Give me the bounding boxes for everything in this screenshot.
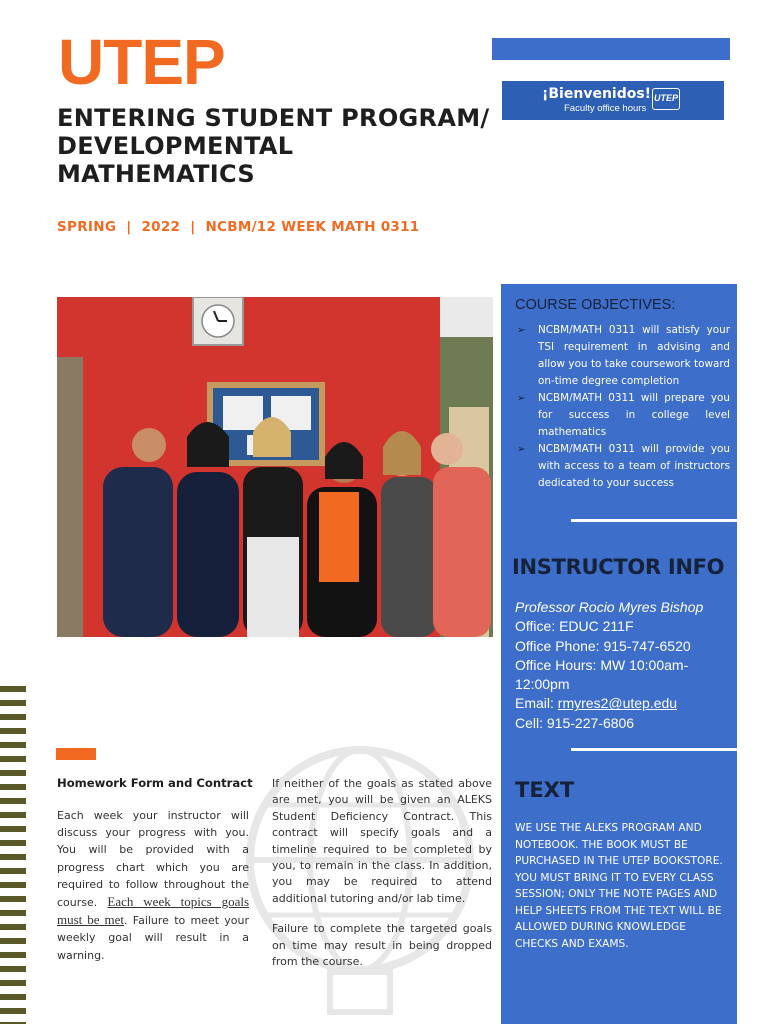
term-subtitle: SPRING | 2022 | NCBM/12 WEEK MATH 0311 xyxy=(57,219,420,235)
arrow-bullet-icon: ➢ xyxy=(517,325,526,336)
page-title: ENTERING STUDENT PROGRAM/ DEVELOPMENTAL MATHEMATICS xyxy=(57,104,490,188)
contract-column xyxy=(272,776,492,970)
contract-paragraph: Failure to complete the targeted goals on time may result in being dropped from the course. xyxy=(272,922,492,969)
email-link[interactable]: rmyres2@utep.edu xyxy=(557,695,678,712)
instructor-cell: Cell: 915-227-6806 xyxy=(515,714,635,731)
welcome-banner-title: ¡Bienvenidos! xyxy=(542,86,652,102)
instructor-phone: Office Phone: 915-747-6520 xyxy=(515,637,691,654)
instructor-email: Email: rmyres2@utep.edu xyxy=(515,695,678,712)
instructor-name: Professor Rocio Myres Bishop xyxy=(515,599,704,615)
utep-badge-icon: UTEP xyxy=(652,88,680,110)
welcome-banner xyxy=(502,81,724,120)
homework-body: Each week your instructor will discuss your progress with you. You will be provided with a progress chart which you are required to follow throughout the course. Each week topics goals must be met. Failure to meet your weekly goal will result in a warning. xyxy=(57,809,250,962)
arrow-bullet-icon: ➢ xyxy=(517,393,526,404)
top-accent-bar xyxy=(492,38,730,60)
decorative-stripes xyxy=(0,686,26,1024)
list-item: ➢ NCBM/MATH 0311 will provide you with access to a team of instructors dedicated to your success xyxy=(517,443,730,489)
section-divider xyxy=(571,748,737,751)
instructor-details xyxy=(515,598,725,733)
orange-accent-tab xyxy=(56,748,96,760)
section-divider xyxy=(571,519,737,522)
utep-logo: UTEP xyxy=(58,26,225,98)
course-objectives-list xyxy=(517,322,730,492)
homework-heading: Homework Form and Contract xyxy=(57,776,253,790)
welcome-banner-subtitle: Faculty office hours xyxy=(564,103,647,114)
weekly-goals-emphasis: Each week topics goals must be met xyxy=(57,894,250,928)
team-photo xyxy=(57,297,493,637)
contract-paragraph: If neither of the goals as stated above are met, you will be given an ALEKS Student Deficiency Contract. This contract will specify goals and a timeline required to be completed by you, to remain in the class. In addition, you may be required to attend additional tutoring and/or lab time. xyxy=(272,777,492,905)
list-item: ➢ NCBM/MATH 0311 will satisfy your TSI requirement in advising and allow you to take coursework toward on-time degree completion xyxy=(517,324,730,387)
instructor-info-heading: INSTRUCTOR INFO xyxy=(512,555,725,579)
team-photo-illustration xyxy=(57,297,493,637)
list-item: ➢ NCBM/MATH 0311 will prepare you for success in college level mathematics xyxy=(517,392,730,438)
text-heading: TEXT xyxy=(515,778,575,802)
arrow-bullet-icon: ➢ xyxy=(517,444,526,455)
instructor-office: Office: EDUC 211F xyxy=(515,618,634,635)
instructor-office-hours: Office Hours: MW 10:00am-12:00pm xyxy=(515,656,689,693)
course-objectives-heading: COURSE OBJECTIVES: xyxy=(515,297,676,313)
text-body: WE USE THE ALEKS PROGRAM AND NOTEBOOK. THE BOOK MUST BE PURCHASED IN THE UTEP BOOKSTORE. YOU MUST BRING IT TO EVERY CLASS SESSION; ONLY THE NOTE PAGES AND HELP SHEETS FROM THE TEXT WILL BE ALLOWED DURING KNOWLEDGE CHECKS AND EXAMS. xyxy=(515,822,723,950)
